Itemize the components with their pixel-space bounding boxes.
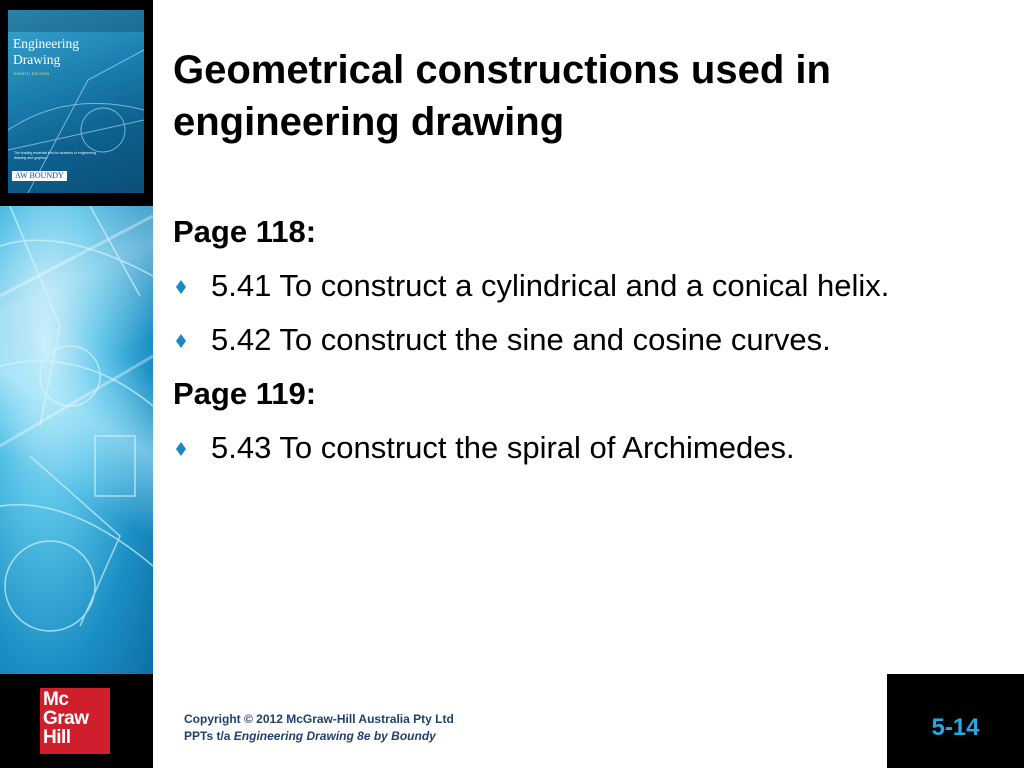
mcgraw-hill-logo: Mc Graw Hill <box>40 688 110 754</box>
blueprint-lines <box>0 206 153 674</box>
section-heading-page-119: Page 119: <box>173 376 317 411</box>
cover-blurb: The leading essential text for students of engineering drawing and graphics <box>14 151 97 160</box>
blueprint-background-image <box>0 206 153 674</box>
cover-edition: EIGHTH EDITION <box>14 72 50 76</box>
section-heading-page-118: Page 118: <box>173 214 317 249</box>
list-item-text: 5.43 To construct the spiral of Archimedes. <box>211 430 795 465</box>
copyright-line-1: Copyright © 2012 McGraw-Hill Australia Pty Ltd <box>184 712 454 726</box>
book-cover-image <box>8 10 144 193</box>
cover-title: Engineering Drawing <box>13 36 79 67</box>
copyright-line-2: PPTs t/a Engineering Drawing 8e by Boundy <box>184 729 436 743</box>
list-item-text: 5.42 To construct the sine and cosine curves. <box>211 322 831 357</box>
cover-author: AW BOUNDY <box>12 171 67 181</box>
slide-page-number: 5-14 <box>931 714 980 741</box>
copyright-notice <box>184 711 454 745</box>
slide-title: Geometrical constructions used in engineering drawing <box>173 48 831 144</box>
list-item-text: 5.41 To construct a cylindrical and a conical helix. <box>211 268 890 303</box>
